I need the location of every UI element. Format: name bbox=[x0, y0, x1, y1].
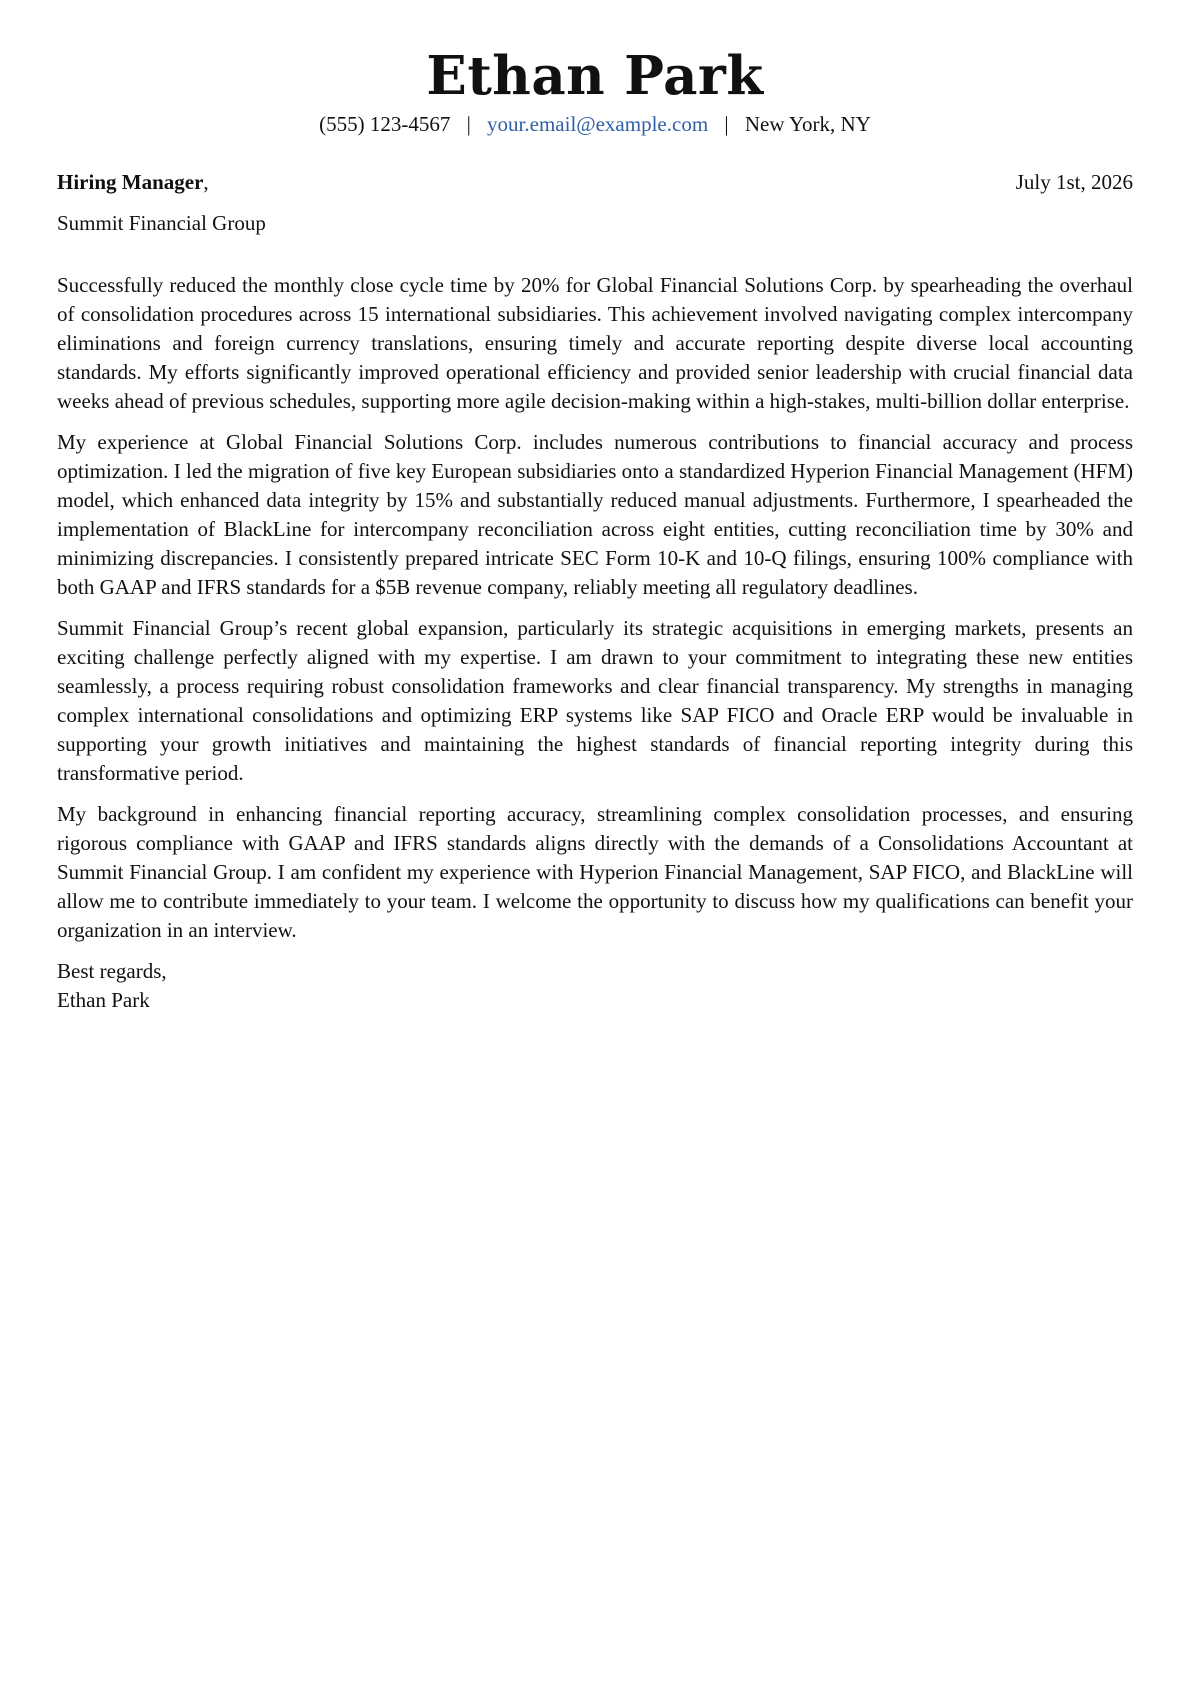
body-paragraph: Successfully reduced the monthly close cycle time by 20% for Global Financial Solutions Corp. by spearheading the overhaul of consolidation procedures across 15 international subsidiaries. This achievement involved navigating complex intercompany eliminations and foreign currency translations, ensuring timely and accurate reporting despite diverse local accounting standards. My efforts significantly improved operational efficiency and provided senior leadership with crucial financial data weeks ahead of previous schedules, supporting more agile decision-making within a high-stakes, multi-billion dollar enterprise. bbox=[57, 273, 1133, 413]
body-paragraph: My experience at Global Financial Solutions Corp. includes numerous contributions to financial accuracy and process optimization. I led the migration of five key European subsidiaries onto a standardized Hyperion Financial Management (HFM) model, which enhanced data integrity by 15% and substantially reduced manual adjustments. Furthermore, I spearheaded the implementation of BlackLine for intercompany reconciliation across eight entities, cutting reconciliation time by 30% and minimizing discrepancies. I consistently prepared intricate SEC Form 10-K and 10-Q filings, ensuring 100% compliance with both GAAP and IFRS standards for a $5B revenue company, reliably meeting all regulatory deadlines. bbox=[57, 430, 1133, 599]
closing-block bbox=[57, 957, 1133, 1015]
signature-name: Ethan Park bbox=[57, 988, 150, 1012]
applicant-name: Ethan Park bbox=[426, 45, 764, 107]
recipient-line bbox=[57, 168, 209, 196]
body-paragraph: My background in enhancing financial reporting accuracy, streamlining complex consolidation processes, and ensuring rigorous compliance with GAAP and IFRS standards aligns directly with the demands of a Consolidations Accountant at Summit Financial Group. I am confident my experience with Hyperion Financial Management, SAP FICO, and BlackLine will allow me to contribute immediately to your team. I welcome the opportunity to discuss how my qualifications can benefit your organization in an interview. bbox=[57, 802, 1133, 942]
recipient-date-row bbox=[57, 168, 1133, 196]
recipient-name-suffix: , bbox=[203, 170, 209, 194]
recipient-company: Summit Financial Group bbox=[57, 211, 266, 235]
email-link[interactable]: your.email@example.com bbox=[487, 112, 709, 136]
closing-salutation: Best regards, bbox=[57, 959, 167, 983]
phone-number: (555) 123-4567 bbox=[319, 112, 451, 136]
letter-body bbox=[57, 271, 1133, 945]
contact-separator: | bbox=[724, 112, 729, 136]
recipient-name: Hiring Manager bbox=[57, 170, 204, 194]
letter-date: July 1st, 2026 bbox=[1015, 170, 1133, 194]
contact-line bbox=[57, 110, 1133, 138]
contact-separator: | bbox=[466, 112, 471, 136]
body-paragraph: Summit Financial Group’s recent global expansion, particularly its strategic acquisitions in emerging markets, presents an exciting challenge perfectly aligned with my expertise. I am drawn to your commitment to integrating these new entities seamlessly, a process requiring robust consolidation frameworks and clear financial transparency. My strengths in managing complex international consolidations and optimizing ERP systems like SAP FICO and Oracle ERP would be invaluable in supporting your growth initiatives and maintaining the highest standards of financial reporting integrity during this transformative period. bbox=[57, 616, 1133, 785]
location: New York, NY bbox=[744, 112, 871, 136]
